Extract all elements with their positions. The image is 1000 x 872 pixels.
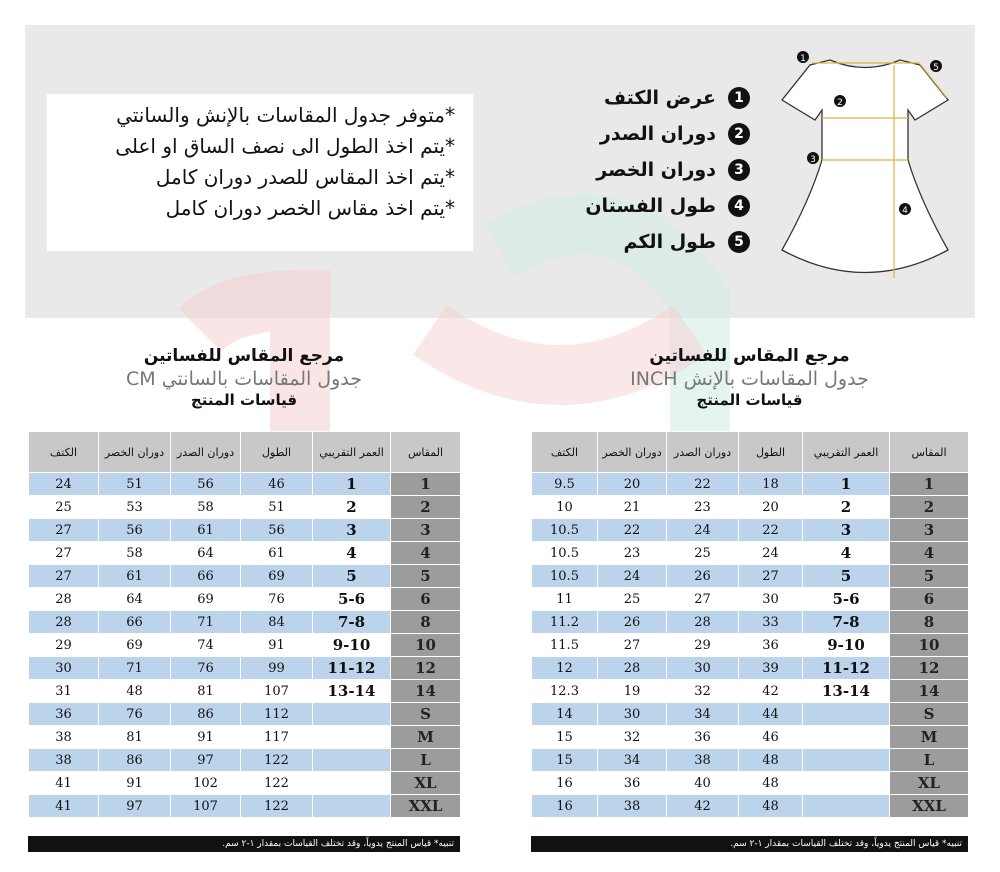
value-cell: 58 [99,542,171,565]
value-cell: 48 [99,680,171,703]
table-row [532,542,969,565]
svg-text:5: 5 [933,63,939,73]
dress-marker [807,152,819,165]
value-cell: 86 [99,749,171,772]
age-cell: 3 [313,519,391,542]
value-cell: 91 [171,726,241,749]
value-cell: 58 [171,496,241,519]
note-line: *متوفر جدول المقاسات بالإنش والسانتي [116,103,455,127]
age-cell [313,772,391,795]
age-cell: 3 [803,519,890,542]
table-row [532,726,969,749]
age-cell [803,726,890,749]
value-cell: 97 [171,749,241,772]
value-cell: 122 [241,795,313,818]
value-cell: 74 [171,634,241,657]
cm-table-caption: قياسات المنتج [190,391,298,409]
column-header: المقاس [890,432,969,473]
table-row [29,795,461,818]
value-cell: 9.5 [532,473,598,496]
cm-table-note: تنبيه* قياس المنتج يدوياً، وقد تختلف القياسات بمقدار ١-٢ سم. [28,836,460,852]
legend-item [560,188,750,224]
value-cell: 112 [241,703,313,726]
size-cell: S [391,703,461,726]
value-cell: 41 [29,795,99,818]
value-cell: 41 [29,772,99,795]
value-cell: 76 [99,703,171,726]
table-row [532,795,969,818]
value-cell: 22 [667,473,739,496]
size-cell: 10 [391,634,461,657]
value-cell: 86 [171,703,241,726]
table-row [532,772,969,795]
inch-table-title: مرجع المقاس للفساتين [649,346,850,366]
value-cell: 24 [29,473,99,496]
value-cell: 76 [171,657,241,680]
value-cell: 99 [241,657,313,680]
value-cell: 51 [241,496,313,519]
value-cell: 34 [598,749,667,772]
value-cell: 29 [667,634,739,657]
table-row [29,588,461,611]
age-cell: 9-10 [313,634,391,657]
table-row [29,703,461,726]
size-cell: XXL [391,795,461,818]
value-cell: 38 [598,795,667,818]
table-row [29,726,461,749]
size-cell: 4 [391,542,461,565]
legend-number: 2 [728,123,750,145]
value-cell: 34 [667,703,739,726]
dress-marker [930,60,942,73]
size-cell: 6 [890,588,969,611]
legend-item [560,152,750,188]
value-cell: 30 [29,657,99,680]
value-cell: 10.5 [532,542,598,565]
value-cell: 53 [99,496,171,519]
value-cell: 84 [241,611,313,634]
value-cell: 122 [241,749,313,772]
cm-size-table [28,431,461,818]
value-cell: 91 [241,634,313,657]
age-cell: 13-14 [313,680,391,703]
value-cell: 31 [29,680,99,703]
table-row [29,542,461,565]
size-cell: L [890,749,969,772]
note-line: *يتم اخذ مقاس الخصر دوران كامل [165,196,455,220]
size-cell: 10 [890,634,969,657]
table-row [29,680,461,703]
value-cell: 10 [532,496,598,519]
value-cell: 29 [29,634,99,657]
cm-table-subtitle: جدول المقاسات بالسانتي CM [126,368,362,390]
legend-number: 5 [728,231,750,253]
value-cell: 48 [739,795,803,818]
value-cell: 36 [29,703,99,726]
age-cell: 2 [803,496,890,519]
inch-table-caption: قياسات المنتج [696,391,803,409]
measurement-legend [560,80,750,260]
value-cell: 10.5 [532,519,598,542]
age-cell: 2 [313,496,391,519]
age-cell: 5 [313,565,391,588]
value-cell: 12.3 [532,680,598,703]
value-cell: 51 [99,473,171,496]
value-cell: 39 [739,657,803,680]
table-row [532,634,969,657]
value-cell: 97 [99,795,171,818]
age-cell: 5 [803,565,890,588]
value-cell: 32 [667,680,739,703]
table-row [532,588,969,611]
value-cell: 33 [739,611,803,634]
size-cell: 14 [890,680,969,703]
column-header: الكتف [532,432,598,473]
size-cell: XL [391,772,461,795]
column-header: المقاس [391,432,461,473]
value-cell: 27 [667,588,739,611]
table-row [532,657,969,680]
age-cell: 9-10 [803,634,890,657]
value-cell: 15 [532,726,598,749]
value-cell: 40 [667,772,739,795]
legend-label: طول الفستان [585,195,716,217]
value-cell: 30 [739,588,803,611]
size-cell: 5 [391,565,461,588]
value-cell: 18 [739,473,803,496]
table-row [532,749,969,772]
size-cell: S [890,703,969,726]
age-cell: 11-12 [803,657,890,680]
value-cell: 71 [99,657,171,680]
value-cell: 27 [598,634,667,657]
size-cell: 8 [890,611,969,634]
value-cell: 30 [598,703,667,726]
value-cell: 61 [171,519,241,542]
table-row [29,519,461,542]
value-cell: 30 [667,657,739,680]
table-row [29,772,461,795]
size-cell: M [391,726,461,749]
column-header: دوران الصدر [667,432,739,473]
size-cell: 5 [890,565,969,588]
value-cell: 28 [598,657,667,680]
value-cell: 15 [532,749,598,772]
value-cell: 81 [171,680,241,703]
value-cell: 66 [99,611,171,634]
value-cell: 25 [667,542,739,565]
value-cell: 38 [667,749,739,772]
column-header: دوران الخصر [598,432,667,473]
table-row [29,749,461,772]
value-cell: 107 [171,795,241,818]
table-row [532,473,969,496]
value-cell: 56 [99,519,171,542]
notes-box [47,94,473,251]
age-cell: 7-8 [803,611,890,634]
value-cell: 11.5 [532,634,598,657]
legend-number: 1 [728,87,750,109]
table-row [532,611,969,634]
size-cell: 1 [391,473,461,496]
table-row [532,565,969,588]
size-cell: 2 [391,496,461,519]
legend-item [560,224,750,260]
value-cell: 21 [598,496,667,519]
size-cell: 1 [890,473,969,496]
age-cell: 1 [803,473,890,496]
value-cell: 48 [739,772,803,795]
table-row [29,565,461,588]
inch-size-table [531,431,969,818]
table-row [532,680,969,703]
svg-text:4: 4 [902,206,908,216]
value-cell: 117 [241,726,313,749]
column-header: دوران الخصر [99,432,171,473]
value-cell: 27 [29,519,99,542]
value-cell: 27 [739,565,803,588]
age-cell [313,703,391,726]
age-cell: 5-6 [803,588,890,611]
value-cell: 91 [99,772,171,795]
dress-marker [797,51,809,64]
legend-item [560,116,750,152]
value-cell: 23 [598,542,667,565]
size-cell: 12 [890,657,969,680]
value-cell: 27 [29,542,99,565]
age-cell [803,772,890,795]
value-cell: 32 [598,726,667,749]
value-cell: 11 [532,588,598,611]
table-row [29,634,461,657]
value-cell: 28 [29,611,99,634]
table-row [532,496,969,519]
inch-table-header [531,346,968,409]
value-cell: 22 [739,519,803,542]
column-header: دوران الصدر [171,432,241,473]
size-cell: 14 [391,680,461,703]
svg-text:1: 1 [800,54,806,64]
age-cell: 13-14 [803,680,890,703]
value-cell: 56 [241,519,313,542]
value-cell: 76 [241,588,313,611]
legend-label: طول الكم [623,231,716,253]
value-cell: 26 [667,565,739,588]
value-cell: 25 [598,588,667,611]
size-cell: 3 [391,519,461,542]
legend-number: 4 [728,195,750,217]
value-cell: 16 [532,795,598,818]
value-cell: 122 [241,772,313,795]
value-cell: 61 [241,542,313,565]
age-cell [803,795,890,818]
age-cell [313,726,391,749]
value-cell: 46 [739,726,803,749]
age-cell [313,749,391,772]
value-cell: 24 [598,565,667,588]
value-cell: 46 [241,473,313,496]
value-cell: 69 [241,565,313,588]
age-cell: 7-8 [313,611,391,634]
column-header: الطول [739,432,803,473]
note-line: *يتم اخذ الطول الى نصف الساق او اعلى [115,134,455,158]
column-header: العمر التقريبي [803,432,890,473]
value-cell: 36 [667,726,739,749]
age-cell [803,749,890,772]
table-row [532,519,969,542]
legend-item [560,80,750,116]
value-cell: 22 [598,519,667,542]
value-cell: 36 [739,634,803,657]
size-cell: M [890,726,969,749]
value-cell: 28 [29,588,99,611]
column-header: العمر التقريبي [313,432,391,473]
value-cell: 12 [532,657,598,680]
cm-table-title: مرجع المقاس للفساتين [143,346,345,366]
size-cell: 2 [890,496,969,519]
value-cell: 28 [667,611,739,634]
size-cell: L [391,749,461,772]
legend-label: دوران الصدر [599,123,716,145]
value-cell: 38 [29,749,99,772]
inch-table-subtitle: جدول المقاسات بالإنش INCH [630,368,869,390]
value-cell: 20 [739,496,803,519]
table-header-row [532,432,969,473]
value-cell: 24 [739,542,803,565]
dress-diagram [770,40,960,290]
value-cell: 16 [532,772,598,795]
value-cell: 24 [667,519,739,542]
age-cell [803,703,890,726]
table-row [29,611,461,634]
svg-text:3: 3 [810,155,816,165]
value-cell: 19 [598,680,667,703]
age-cell: 5-6 [313,588,391,611]
value-cell: 44 [739,703,803,726]
value-cell: 10.5 [532,565,598,588]
column-header: الطول [241,432,313,473]
value-cell: 26 [598,611,667,634]
table-row [29,496,461,519]
size-cell: 6 [391,588,461,611]
value-cell: 23 [667,496,739,519]
value-cell: 69 [99,634,171,657]
value-cell: 27 [29,565,99,588]
value-cell: 71 [171,611,241,634]
size-cell: 8 [391,611,461,634]
value-cell: 102 [171,772,241,795]
size-cell: 3 [890,519,969,542]
table-row [29,657,461,680]
legend-number: 3 [728,159,750,181]
table-header-row [29,432,461,473]
value-cell: 36 [598,772,667,795]
value-cell: 25 [29,496,99,519]
size-cell: 4 [890,542,969,565]
table-row [532,703,969,726]
value-cell: 14 [532,703,598,726]
value-cell: 20 [598,473,667,496]
column-header: الكتف [29,432,99,473]
value-cell: 42 [667,795,739,818]
age-cell: 4 [803,542,890,565]
age-cell [313,795,391,818]
value-cell: 69 [171,588,241,611]
value-cell: 38 [29,726,99,749]
value-cell: 11.2 [532,611,598,634]
age-cell: 4 [313,542,391,565]
value-cell: 61 [99,565,171,588]
value-cell: 48 [739,749,803,772]
legend-label: دوران الخصر [596,159,716,181]
value-cell: 64 [171,542,241,565]
note-line: *يتم اخذ المقاس للصدر دوران كامل [155,165,455,189]
value-cell: 56 [171,473,241,496]
value-cell: 64 [99,588,171,611]
size-cell: XL [890,772,969,795]
table-row [29,473,461,496]
age-cell: 1 [313,473,391,496]
inch-table-note: تنبيه* قياس المنتج يدوياً، وقد تختلف القياسات بمقدار ١-٢ سم. [531,836,968,852]
age-cell: 11-12 [313,657,391,680]
value-cell: 66 [171,565,241,588]
value-cell: 42 [739,680,803,703]
size-cell: XXL [890,795,969,818]
value-cell: 81 [99,726,171,749]
value-cell: 107 [241,680,313,703]
legend-label: عرض الكتف [603,87,716,109]
size-cell: 12 [391,657,461,680]
cm-table-header [28,346,460,409]
svg-text:2: 2 [837,98,843,108]
